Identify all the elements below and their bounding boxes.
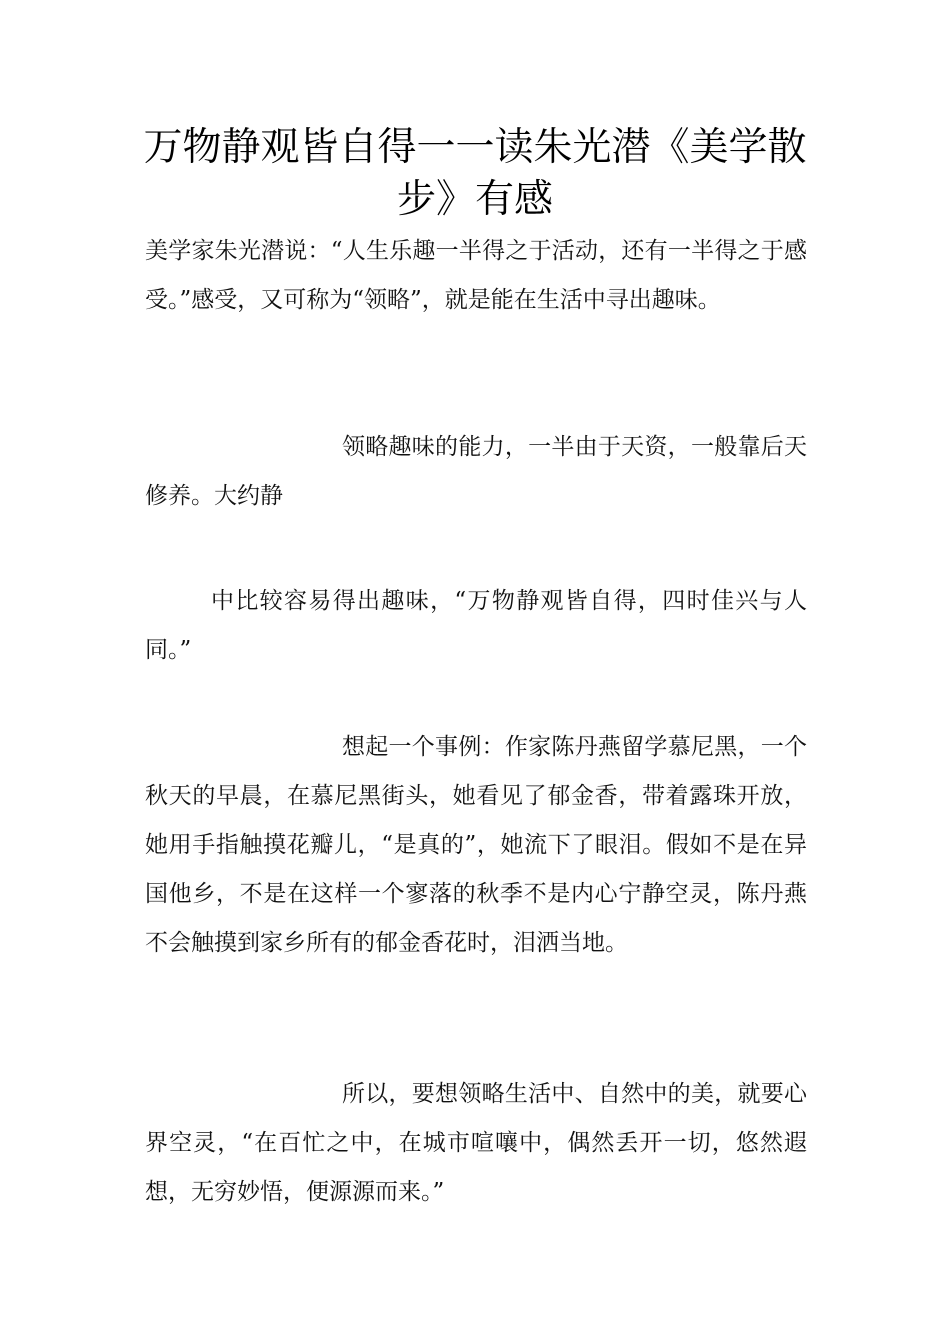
paragraph-3: 中比较容易得出趣味，“万物静观皆自得，四时佳兴与人同。” — [145, 588, 807, 663]
paragraph-2: 领略趣味的能力，一半由于天资，一般靠后天修养。大约静 — [145, 434, 807, 509]
paragraph-5: 所以，要想领略生活中、自然中的美，就要心界空灵，“在百忙之中，在城市喧嚷中，偶然丢开一切，悠然遐想，无穷妙悟，便源源而来。” — [145, 1081, 807, 1205]
paragraph-1: 美学家朱光潜说：“人生乐趣一半得之于活动，还有一半得之于感受。”感受，又可称为“领略”，就是能在生活中寻出趣味。 — [145, 238, 807, 313]
paragraph-4: 想起一个事例：作家陈丹燕留学慕尼黑，一个秋天的早晨，在慕尼黑街头，她看见了郁金香，带着露珠开放，她用手指触摸花瓣儿，“是真的”，她流下了眼泪。假如不是在异国他乡，不是在这样一个寥落的秋季不是内心宁静空灵，陈丹燕不会触摸到家乡所有的郁金香花时，泪洒当地。 — [145, 734, 807, 956]
document-title: 万物静观皆自得一一读朱光潜《美学散步》有感 — [143, 125, 807, 222]
